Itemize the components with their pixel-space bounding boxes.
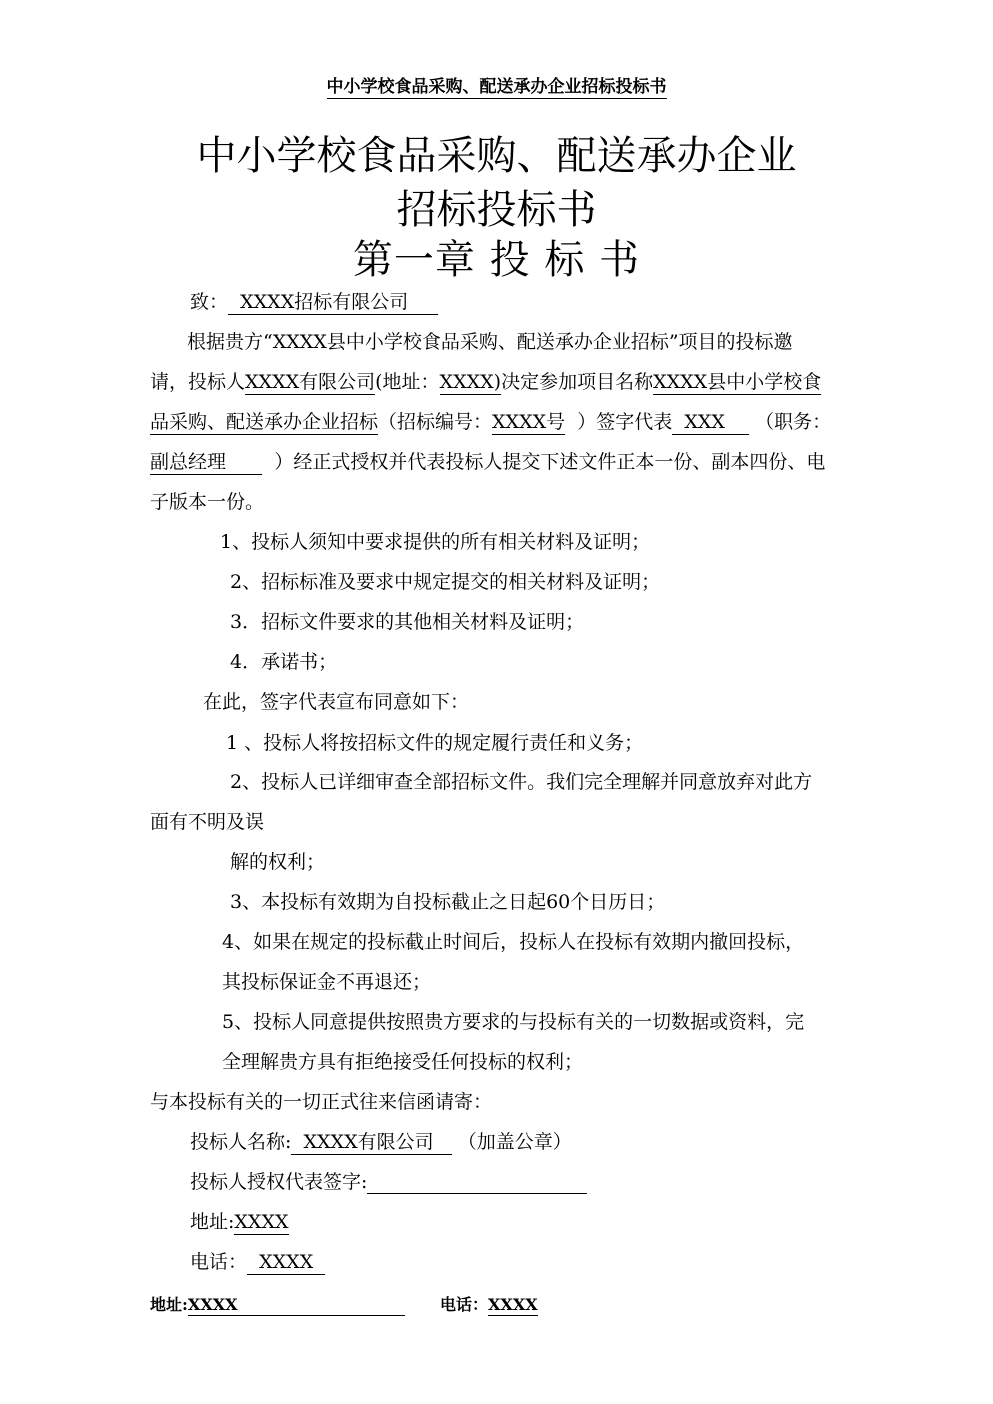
paragraph-line: 副总经理 ）经正式授权并代表投标人提交下述文件正本一份、副本四份、电 bbox=[150, 451, 826, 473]
list-item-continued: 全理解贵方具有拒绝接受任何投标的权利； bbox=[222, 1051, 584, 1073]
list-item: 4．承诺书； bbox=[230, 651, 338, 673]
phone-line: 电话： XXXX bbox=[190, 1250, 325, 1274]
recipient-line: 致： XXXX招标有限公司 bbox=[190, 290, 438, 314]
footer-address: 地址:XXXX bbox=[150, 1292, 405, 1315]
list-item: 2、投标人已详细审查全部招标文件。我们完全理解并同意放弃对此方 bbox=[230, 771, 813, 793]
list-item: 4、如果在规定的投标截止时间后，投标人在投标有效期内撤回投标， bbox=[222, 931, 805, 953]
list-item: 2、招标标准及要求中规定提交的相关材料及证明； bbox=[230, 571, 661, 593]
title-line-2: 招标投标书 bbox=[396, 187, 597, 233]
paragraph-line: 品采购、配送承办企业招标（招标编号：XXXX号 ）签字代表 XXX （职务： bbox=[150, 411, 832, 433]
signature-field[interactable] bbox=[367, 1173, 587, 1194]
running-header: 中小学校食品采购、配送承办企业招标投标书 bbox=[326, 77, 667, 97]
list-item-continued: 解的权利； bbox=[230, 851, 326, 873]
signature-line: 投标人授权代表签字: bbox=[190, 1170, 587, 1194]
title-line-1: 中小学校食品采购、配送承办企业 bbox=[196, 133, 797, 179]
list-item-continued: 面有不明及误 bbox=[150, 811, 265, 833]
footer-phone: 电话：XXXX bbox=[440, 1295, 538, 1314]
list-item: 5、投标人同意提供按照贵方要求的与投标有关的一切数据或资料，完 bbox=[222, 1011, 805, 1033]
paragraph-line: 子版本一份。 bbox=[150, 491, 265, 513]
declaration-heading: 在此，签字代表宣布同意如下： bbox=[203, 691, 470, 713]
chapter-title: 第一章 投 标 书 bbox=[352, 237, 641, 283]
list-item: 1 、投标人将按招标文件的规定履行责任和义务； bbox=[226, 732, 644, 754]
list-item: 3．招标文件要求的其他相关材料及证明； bbox=[230, 611, 585, 633]
correspondence-line: 与本投标有关的一切正式往来信函请寄： bbox=[150, 1091, 493, 1113]
paragraph-line: 请，投标人XXXX有限公司(地址：XXXX)决定参加项目名称XXXX县中小学校食 bbox=[150, 371, 822, 393]
list-item-continued: 其投标保证金不再退还； bbox=[222, 971, 432, 993]
bidder-name-line: 投标人名称: XXXX有限公司 （加盖公章） bbox=[190, 1131, 572, 1153]
list-item: 3、本投标有效期为自投标截止之日起60个日历日； bbox=[230, 891, 666, 913]
paragraph-line: 根据贵方“XXXX县中小学校食品采购、配送承办企业招标”项目的投标邀 bbox=[187, 331, 793, 353]
list-item: 1、投标人须知中要求提供的所有相关材料及证明； bbox=[220, 531, 651, 553]
address-line: 地址:XXXX bbox=[190, 1211, 289, 1233]
